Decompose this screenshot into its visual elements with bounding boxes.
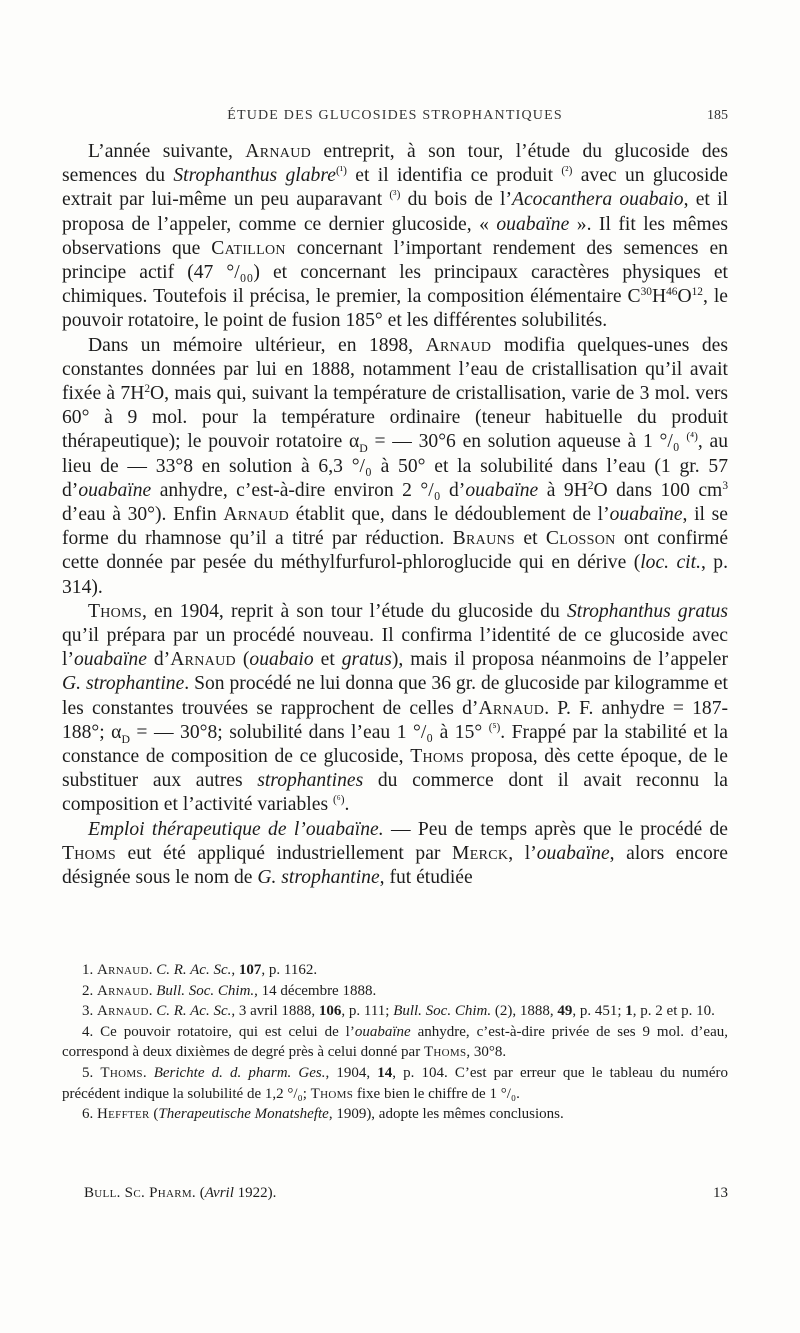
footnote-ref: (¹): [335, 165, 347, 178]
section-heading: Emploi thérapeutique de l’ouabaïne.: [88, 818, 384, 840]
footnote-ref: (²): [561, 165, 573, 178]
footnote-ref: (⁴): [686, 431, 698, 444]
author-name: Arnaud: [478, 697, 545, 719]
paragraph-1: L’année suivante, Arnaud entreprit, à son tour, l’étude du glucoside des semences du Strophanthus glabre$^{(^1)}$ et il identifia ce produit $^{(^2)}$ avec un glucoside extrait par lui-même un peu auparavant $^{(^3)}$ du bois de l’Acocanthera ouabaio, et il proposa de l’appeler, comme ce dernier glucoside, « ouabaïne ». Il fit les mêmes observations que Catillon concernant l’important rendement des semences en principe actif (47 °/₀₀) et concernant les principaux caractères physiques et chimiques. Toutefois il précisa, le premier, la composition élémentaire $C^{30}H^{46}O^{12}$, le pouvoir rotatoire, le point de fusion 185° et les différentes solubilités.: [62, 141, 728, 332]
author-name: Thoms: [410, 746, 465, 768]
signature-mark: 13: [713, 1185, 728, 1201]
author-name: Merck: [452, 842, 509, 864]
footnote-ref: (⁵): [488, 722, 501, 735]
footnote-6: 6. Heffter (Therapeutische Monatshefte, 1909), adopte les mêmes conclusions.: [82, 1106, 564, 1123]
author-name: Closson: [545, 528, 616, 550]
footnote-3: 3. Arnaud. C. R. Ac. Sc., 3 avril 1888, 106, p. 111; Bull. Soc. Chim. (2), 1888, 49, p. 451; 1, p. 2 et p. 10.: [82, 1003, 715, 1020]
author-name: Arnaud: [425, 334, 492, 356]
footnote-2: 2. Arnaud. Bull. Soc. Chim., 14 décembre 1888.: [82, 982, 377, 999]
author-name: Catillon: [211, 237, 286, 259]
footnote-ref: (³): [389, 189, 401, 202]
footnotes: [62, 960, 728, 1125]
footnote-1: 1. Arnaud. C. R. Ac. Sc., 107, p. 1162.: [82, 962, 318, 978]
body-text: [62, 140, 728, 890]
journal-reference: Bull. Sc. Pharm. (Avril 1922).: [84, 1185, 277, 1201]
author-name: Brauns: [452, 528, 515, 550]
paragraph-4: Emploi thérapeutique de l’ouabaïne. — Peu de temps après que le procédé de Thoms eut été appliqué industriellement par Merck, l’ouabaïne, alors encore désignée sous le nom de G. strophantine, fut étudiée: [62, 818, 729, 889]
paragraph-3: Thoms, en 1904, reprit à son tour l’étude du glucoside du Strophanthus gratus qu’il prépara par un procédé nouveau. Il confirma l’identité de ce glucoside avec l’ouabaïne d’Arnaud (ouabaio et gratus), mais il proposa néanmoins de l’appeler G. strophantine. Son procédé ne lui donna que 36 gr. de glucoside par kilogramme et les constantes trouvées se rapprochent de celles d’Arnaud. P. F. anhydre = 187-188°; $\alpha_D$ = — 30°8; solubilité dans l’eau 1 °/₀ à 15° $^{(^5)}$. Frappé par la stabilité et la constance de composition de ce glucoside, Thoms proposa, dès cette époque, de le substituer aux autres strophantines du commerce dont il avait reconnu la composition et l’activité variables $^{(^6)}$.: [62, 600, 729, 816]
author-name: Arnaud: [170, 649, 236, 671]
page-footer: [84, 1185, 728, 1207]
author-name: Arnaud: [245, 141, 312, 162]
footnote-4: 4. Ce pouvoir rotatoire, qui est celui de l’ouabaïne anhydre, c’est-à-dire privée de ses 9 mol. d’eau, correspond à deux dixièmes de degré près à celui donné par Thoms, 30°8.: [62, 1023, 728, 1061]
author-name: Thoms: [62, 842, 116, 864]
footnote-5: 5. Thoms. Berichte d. d. pharm. Ges., 1904, 14, p. 104. C’est par erreur que le tableau du numéro précédent indique la solubilité de 1,2 °/₀; Thoms fixe bien le chiffre de 1 °/₀.: [62, 1064, 728, 1102]
page-number: 185: [707, 108, 728, 123]
author-name: Arnaud: [223, 504, 290, 526]
page-header: [62, 108, 728, 128]
running-title: ÉTUDE DES GLUCOSIDES STROPHANTIQUES: [227, 108, 563, 123]
paragraph-2: Dans un mémoire ultérieur, en 1898, Arnaud modifia quelques-unes des constantes données par lui en 1888, notamment l’eau de cristallisation qu’il avait fixée à $7H^2O$, mais qui, suivant la température de cristallisation, varie de 3 mol. vers 60° à 9 mol. pour la température ordinaire (teneur habituelle du produit thérapeutique); le pouvoir rotatoire $\alpha_D$ = — 30°6 en solution aqueuse à 1 °/₀ $^{(^4)}$, au lieu de — 33°8 en solution à 6,3 °/₀ à 50° et la solubilité dans l’eau (1 gr. 57 d’ouabaïne anhydre, c’est-à-dire environ 2 °/₀ d’ouabaïne à $9H^2O$ dans 100 $cm^3$ d’eau à 30°). Enfin Arnaud établit que, dans le dédoublement de l’ouabaïne, il se forme du rhamnose qu’il a titré par réduction. Brauns et Closson ont confirmé cette donnée par pesée du méthylfurfurol-phloroglucide qui en dérive (loc. cit., p. 314).: [62, 334, 729, 598]
author-name: Thoms: [88, 600, 142, 622]
footnote-ref: (⁶): [332, 794, 345, 807]
